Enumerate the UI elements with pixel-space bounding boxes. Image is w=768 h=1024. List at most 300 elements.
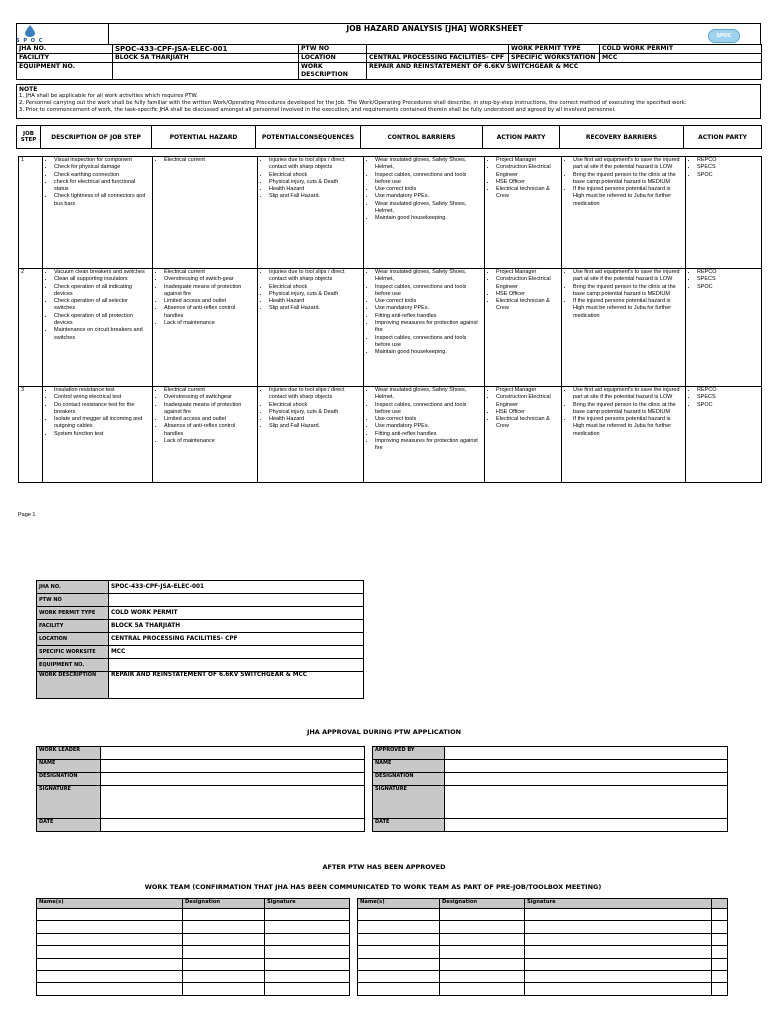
consequence-list xyxy=(260,157,361,201)
team-cell[interactable] xyxy=(525,983,712,995)
list-item: • Clean all supporting insulators xyxy=(54,276,150,283)
list-item: • Electrical shock xyxy=(269,172,361,179)
list-item: • Do contact resistance test for the breakers xyxy=(54,402,150,417)
list-item: • REPCO xyxy=(697,387,759,394)
summary-label: EQUIPMENT NO. xyxy=(37,659,109,672)
list-item: • HSE Officer xyxy=(496,409,559,416)
team-cell[interactable] xyxy=(183,946,265,958)
team-cell[interactable] xyxy=(525,958,712,970)
list-item: • Check tightness of all connectors and bus bars xyxy=(54,193,150,208)
list-item: • Injuries due to tool slips / direct contact with sharp objects xyxy=(269,269,361,284)
team-cell[interactable] xyxy=(265,958,350,970)
team-cell[interactable] xyxy=(358,933,440,945)
team-cell[interactable] xyxy=(358,946,440,958)
list-item: • Lack of maintenance xyxy=(164,320,255,327)
list-item: • Isolate and megger all incoming and outgoing cables xyxy=(54,416,150,431)
list-item: • REPCO xyxy=(697,269,759,276)
hazard-list xyxy=(155,269,255,327)
team-header-cell: Designation xyxy=(440,899,525,909)
list-item: • Use mandatory PPEs. xyxy=(375,193,482,200)
control-cell xyxy=(364,157,485,269)
list-item: • Electrical shock xyxy=(269,402,361,409)
list-item: • Absence of anti-reflex control handles xyxy=(164,305,255,320)
list-item: • Injuries due to tool slips / direct contact with sharp objects xyxy=(269,387,361,402)
col-consequences: POTENTIALCONSEQUENCES xyxy=(256,126,361,149)
approval-field[interactable] xyxy=(445,760,728,773)
team-cell[interactable] xyxy=(440,933,525,945)
job-step-cell: 2 xyxy=(19,269,43,387)
team-cell[interactable] xyxy=(265,921,350,933)
action-party-list xyxy=(487,387,559,431)
team-header-cell xyxy=(712,899,728,909)
facility-label: FACILITY xyxy=(17,54,113,63)
summary-value: COLD WORK PERMIT xyxy=(109,607,364,620)
team-cell[interactable] xyxy=(183,909,265,921)
list-item: • Electrical current xyxy=(164,387,255,394)
list-item: • Maintain good housekeeping. xyxy=(375,349,482,356)
list-item: • Electrical shock xyxy=(269,284,361,291)
list-item: • Overstressing of switch-gear xyxy=(164,276,255,283)
list-item: • Wear insulated gloves, Safety Shoes, Helmet, xyxy=(375,201,482,216)
ptw-no-value xyxy=(367,45,509,54)
list-item: • Construction Electrical Engineer xyxy=(496,394,559,409)
equipment-value xyxy=(113,63,299,80)
team-cell[interactable] xyxy=(525,921,712,933)
team-cell[interactable] xyxy=(712,921,728,933)
team-row xyxy=(358,970,728,982)
team-row xyxy=(37,983,350,995)
team-cell[interactable] xyxy=(37,958,183,970)
summary-row xyxy=(37,633,364,646)
col-action-party-2: ACTION PARTY xyxy=(684,126,762,149)
col-hazard: POTENTIAL HAZARD xyxy=(152,126,256,149)
permit-type-label: WORK PERMIT TYPE xyxy=(509,45,600,54)
summary-label: WORK DESCRIPTION xyxy=(37,672,109,699)
note-line-3: 3. Prior to commencement of work, the task-specific JHA shall be discussed amongst all personnel involved in the execution; and requirements contained therein shall be fully understood and agreed by all involved personnel. xyxy=(19,107,616,113)
ptw-no-label: PTW NO xyxy=(299,45,367,54)
list-item: • Maintain good housekeeping. xyxy=(375,215,482,222)
summary-value: REPAIR AND REINSTATEMENT OF 6.6KV SWITCHGEAR & MCC xyxy=(109,672,364,699)
approval-row xyxy=(37,747,365,760)
approval-row xyxy=(373,786,728,819)
team-cell[interactable] xyxy=(440,983,525,995)
approval-label: SIGNATURE xyxy=(373,786,445,819)
list-item: • Bring the injured person to the clinic at the base camp potential hazard is MEDIUM xyxy=(573,284,683,299)
control-cell xyxy=(364,269,485,387)
recovery-cell xyxy=(562,387,686,483)
approval-field[interactable] xyxy=(101,760,365,773)
list-item: • HSE Officer xyxy=(496,291,559,298)
approval-field[interactable] xyxy=(101,747,365,760)
description-cell xyxy=(43,269,153,387)
list-item: • SPOC xyxy=(697,172,759,179)
table-row xyxy=(19,269,762,387)
summary-row xyxy=(37,672,364,699)
action-party-list xyxy=(487,157,559,201)
team-row xyxy=(37,970,350,982)
team-cell[interactable] xyxy=(183,933,265,945)
team-cell[interactable] xyxy=(712,946,728,958)
table-row xyxy=(19,387,762,483)
list-item: • Wear insulated gloves, Safety Shoes, Helmet, xyxy=(375,157,482,172)
action-party-2-list xyxy=(688,157,759,179)
team-cell[interactable] xyxy=(712,909,728,921)
team-cell[interactable] xyxy=(440,909,525,921)
team-cell[interactable] xyxy=(183,983,265,995)
approval-label: DATE xyxy=(373,819,445,832)
approval-label: DATE xyxy=(37,819,101,832)
action-party-cell xyxy=(485,387,562,483)
team-cell[interactable] xyxy=(265,970,350,982)
action-party-list xyxy=(487,269,559,313)
hazard-cell xyxy=(153,157,258,269)
team-row xyxy=(37,946,350,958)
team-cell[interactable] xyxy=(37,921,183,933)
list-item: • Use mandatory PPEs. xyxy=(375,423,482,430)
team-cell[interactable] xyxy=(440,958,525,970)
list-item: • Use first aid equipment's to save the injured part at site if the potential hazard is LOW xyxy=(573,269,683,284)
summary-row xyxy=(37,620,364,633)
summary-value: SPOC-433-CPF-JSA-ELEC-001 xyxy=(109,581,364,594)
list-item: • Check operation of all protection devices xyxy=(54,313,150,328)
list-item: • Bring the injured person to the clinic at the base camp potential hazard is MEDIUM xyxy=(573,402,683,417)
team-cell[interactable] xyxy=(358,958,440,970)
approval-title: JHA APPROVAL DURING PTW APPLICATION xyxy=(306,728,462,736)
team-cell[interactable] xyxy=(440,921,525,933)
col-description: DESCRIPTION OF JOB STEP xyxy=(41,126,152,149)
list-item: • Physical injury, cuts & Death xyxy=(269,179,361,186)
list-item: • Electrical current xyxy=(164,157,255,164)
action-party-cell xyxy=(485,157,562,269)
spoc-badge: SPOC xyxy=(708,29,740,43)
team-cell[interactable] xyxy=(358,909,440,921)
facility-value: BLOCK 5A THARJIATH xyxy=(113,54,299,63)
list-item: • Slip and Fall Hazard. xyxy=(269,423,361,430)
list-item: • Visual inspection for component xyxy=(54,157,150,164)
list-item: • Vacuum clean breakers and switches xyxy=(54,269,150,276)
list-item: • REPCO xyxy=(697,157,759,164)
team-cell[interactable] xyxy=(183,970,265,982)
team-title: WORK TEAM (CONFIRMATION THAT JHA HAS BEEN COMMUNICATED TO WORK TEAM AS PART OF PRE-JOB/TOOLBOX MEETING) xyxy=(144,883,602,891)
summary-label: LOCATION xyxy=(37,633,109,646)
workstation-value: MCC xyxy=(600,54,762,63)
control-list xyxy=(366,387,482,453)
approval-field[interactable] xyxy=(445,773,728,786)
approval-row xyxy=(37,786,365,819)
col-recovery: RECOVERY BARRIERS xyxy=(560,126,684,149)
team-row xyxy=(358,958,728,970)
note-line-2: 2. Personnel carrying out the work shall be fully familiar with the written Work/Operating Procedures developed for the Job. The Work/Operating Procedures shall describe, in step-by-step instructions, the correct method of executing the specified work. xyxy=(19,100,687,106)
team-cell[interactable] xyxy=(37,933,183,945)
approval-row xyxy=(37,773,365,786)
action-party-2-list xyxy=(688,269,759,291)
page-number: Page 1 xyxy=(18,512,36,518)
team-cell[interactable] xyxy=(358,970,440,982)
summary-label: JHA NO. xyxy=(37,581,109,594)
summary-row xyxy=(37,607,364,620)
team-cell[interactable] xyxy=(37,970,183,982)
list-item: • Project Manager xyxy=(496,269,559,276)
job-step-cell: 1 xyxy=(19,157,43,269)
team-cell[interactable] xyxy=(525,909,712,921)
team-cell[interactable] xyxy=(265,946,350,958)
note-title: NOTE xyxy=(19,86,38,93)
team-header-cell: Name(s) xyxy=(358,899,440,909)
team-row xyxy=(37,909,350,921)
list-item: • Project Manager xyxy=(496,157,559,164)
approval-field[interactable] xyxy=(445,819,728,832)
summary-value: CENTRAL PROCESSING FACILITIES- CPF xyxy=(109,633,364,646)
list-item: • Injuries due to tool slips / direct contact with sharp objects xyxy=(269,157,361,172)
summary-label: SPECIFIC WORKSITE xyxy=(37,646,109,659)
approval-label: SIGNATURE xyxy=(37,786,101,819)
list-item: • SPOC xyxy=(697,402,759,409)
list-item: • Limited access and outlet xyxy=(164,416,255,423)
list-item: • Electrical technician & Crew xyxy=(496,416,559,431)
recovery-list xyxy=(564,387,683,438)
team-cell[interactable] xyxy=(265,909,350,921)
list-item: • Use first aid equipment's to save the injured part at site if the potential hazard is LOW xyxy=(573,157,683,172)
recovery-cell xyxy=(562,269,686,387)
list-item: • SPECS xyxy=(697,164,759,171)
work-desc-value: REPAIR AND REINSTATEMENT OF 6.6KV SWITCHGEAR & MCC xyxy=(367,63,762,80)
list-item: • Electrical technician & Crew xyxy=(496,298,559,313)
list-item: • Insulation resistance test xyxy=(54,387,150,394)
list-item: • Electrical technician & Crew xyxy=(496,186,559,201)
summary-value xyxy=(109,594,364,607)
workstation-label: SPECIFIC WORKSTATION xyxy=(509,54,600,63)
list-item: • SPECS xyxy=(697,276,759,283)
hazard-list xyxy=(155,157,255,164)
hazard-list xyxy=(155,387,255,445)
list-item: • Health Hazard xyxy=(269,416,361,423)
list-item: • Inspect cables, connections and tools before use xyxy=(375,284,482,299)
team-header-cell: Signature xyxy=(265,899,350,909)
team-cell[interactable] xyxy=(440,970,525,982)
list-item: • Absence of anti-reflex control handles xyxy=(164,423,255,438)
jha-no-value: SPOC-433-CPF-JSA-ELEC-001 xyxy=(113,45,299,54)
list-item: • Use correct tools xyxy=(375,416,482,423)
jha-no-label: JHA NO. xyxy=(17,45,113,54)
approval-label: APPROVED BY xyxy=(373,747,445,760)
team-cell[interactable] xyxy=(525,933,712,945)
approval-field[interactable] xyxy=(445,747,728,760)
team-cell[interactable] xyxy=(37,946,183,958)
approval-row xyxy=(373,819,728,832)
team-header-cell: Name(s) xyxy=(37,899,183,909)
list-item: • Inadequate means of protection against fire xyxy=(164,402,255,417)
summary-table xyxy=(36,580,364,699)
list-item: • Slip and Fall Hazard. xyxy=(269,305,361,312)
summary-row xyxy=(37,581,364,594)
list-item: • Health Hazard xyxy=(269,298,361,305)
team-row xyxy=(37,958,350,970)
action-party-2-cell xyxy=(686,269,762,387)
note-line-1: 1. JHA shall be applicable for all work activities which requires PTW. xyxy=(19,93,198,99)
control-list xyxy=(366,157,482,223)
consequence-cell xyxy=(258,269,364,387)
control-cell xyxy=(364,387,485,483)
logo-text: S P O C xyxy=(16,38,44,44)
list-item: • Physical injury, cuts & Death xyxy=(269,291,361,298)
approval-row xyxy=(37,760,365,773)
list-item: • Inspect cables, connections and tools before use xyxy=(375,172,482,187)
list-item: • Use first aid equipment's to save the injured part at site if the potential hazard is LOW xyxy=(573,387,683,402)
hazard-cell xyxy=(153,269,258,387)
team-cell[interactable] xyxy=(525,946,712,958)
location-value: CENTRAL PROCESSING FACILITIES- CPF xyxy=(367,54,509,63)
team-cell[interactable] xyxy=(712,933,728,945)
description-cell xyxy=(43,387,153,483)
approval-row xyxy=(373,773,728,786)
list-item: • Check for physical damage xyxy=(54,164,150,171)
description-list xyxy=(45,157,150,208)
team-row xyxy=(358,983,728,995)
team-cell[interactable] xyxy=(37,983,183,995)
approval-field[interactable] xyxy=(101,773,365,786)
recovery-list xyxy=(564,269,683,320)
list-item: • Limited access and outlet xyxy=(164,298,255,305)
team-cell[interactable] xyxy=(183,921,265,933)
page-title: JOB HAZARD ANALYSIS [JHA] WORKSHEET xyxy=(346,24,523,33)
summary-row xyxy=(37,594,364,607)
list-item: • Use correct tools xyxy=(375,298,482,305)
permit-type-value: COLD WORK PERMIT xyxy=(600,45,762,54)
list-item: • Inadequate means of protection against fire xyxy=(164,284,255,299)
approval-row xyxy=(373,760,728,773)
list-item: • Inspect cables, connections and tools before use xyxy=(375,402,482,417)
list-item: • If the injured persons potential hazard is High must be referred to Juba for further medication xyxy=(573,298,683,320)
list-item: • Health Hazard xyxy=(269,186,361,193)
team-cell[interactable] xyxy=(525,970,712,982)
team-cell[interactable] xyxy=(358,983,440,995)
list-item: • Use correct tools xyxy=(375,186,482,193)
consequence-list xyxy=(260,269,361,313)
list-item: • Bring the injured person to the clinic at the base camp potential hazard is MEDIUM xyxy=(573,172,683,187)
summary-value xyxy=(109,659,364,672)
team-right-table xyxy=(357,898,728,996)
approval-row xyxy=(373,747,728,760)
list-item: • If the injured persons potential hazard is High must be referred to Juba for further medication xyxy=(573,186,683,208)
after-title: AFTER PTW HAS BEEN APPROVED xyxy=(322,863,446,871)
list-item: • Control wiring electrical test xyxy=(54,394,150,401)
team-cell[interactable] xyxy=(183,958,265,970)
note-box xyxy=(16,84,761,119)
description-list xyxy=(45,269,150,342)
consequence-cell xyxy=(258,157,364,269)
summary-label: PTW NO xyxy=(37,594,109,607)
team-row xyxy=(37,921,350,933)
list-item: • Check operation of all indicating devices xyxy=(54,284,150,299)
approval-label: DESIGNATION xyxy=(37,773,101,786)
approval-field[interactable] xyxy=(445,786,728,819)
approval-right-table xyxy=(372,746,728,832)
action-party-2-cell xyxy=(686,387,762,483)
action-party-2-cell xyxy=(686,157,762,269)
job-step-cell: 3 xyxy=(19,387,43,483)
list-item: • Improving measures for protection against fire xyxy=(375,438,482,453)
summary-value: MCC xyxy=(109,646,364,659)
location-label: LOCATION xyxy=(299,54,367,63)
team-row xyxy=(358,921,728,933)
recovery-list xyxy=(564,157,683,208)
team-header-cell: Signature xyxy=(525,899,712,909)
list-item: • Electrical current xyxy=(164,269,255,276)
approval-label: DESIGNATION xyxy=(373,773,445,786)
team-cell[interactable] xyxy=(712,970,728,982)
list-item: • check for electrical and functional status xyxy=(54,179,150,194)
approval-label: NAME xyxy=(37,760,101,773)
jha-table xyxy=(18,156,762,483)
work-desc-label: WORK DESCRIPTION xyxy=(299,63,367,80)
consequence-list xyxy=(260,387,361,431)
recovery-cell xyxy=(562,157,686,269)
team-cell[interactable] xyxy=(265,933,350,945)
action-party-2-list xyxy=(688,387,759,409)
list-item: • HSE Officer xyxy=(496,179,559,186)
team-header-cell: Designation xyxy=(183,899,265,909)
team-cell[interactable] xyxy=(265,983,350,995)
list-item: • Fitting anti-reflex handles xyxy=(375,313,482,320)
header-table xyxy=(16,44,762,80)
summary-value: BLOCK 5A THARJIATH xyxy=(109,620,364,633)
hazard-cell xyxy=(153,387,258,483)
approval-field[interactable] xyxy=(101,786,365,819)
list-item: • Project Manager xyxy=(496,387,559,394)
list-item: • Check operation of all selector switches xyxy=(54,298,150,313)
team-cell[interactable] xyxy=(712,983,728,995)
description-list xyxy=(45,387,150,438)
team-header-row xyxy=(37,899,350,909)
list-item: • Wear insulated gloves, Safety Shoes, Helmet, xyxy=(375,387,482,402)
summary-row xyxy=(37,659,364,672)
approval-row xyxy=(37,819,365,832)
list-item: • Lack of maintenance xyxy=(164,438,255,445)
table-row xyxy=(19,157,762,269)
list-item: • Overstressing of switchgear xyxy=(164,394,255,401)
list-item: • If the injured persons potential hazard is High must be referred to Juba for further medication xyxy=(573,416,683,438)
list-item: • Construction Electrical Engineer xyxy=(496,276,559,291)
team-row xyxy=(37,933,350,945)
team-row xyxy=(358,946,728,958)
column-header-row xyxy=(16,125,762,149)
list-item: • System function test xyxy=(54,431,150,438)
list-item: • Slip and Fall Hazard. xyxy=(269,193,361,200)
control-list xyxy=(366,269,482,357)
team-row xyxy=(358,909,728,921)
col-action-party: ACTION PARTY xyxy=(483,126,560,149)
team-cell[interactable] xyxy=(37,909,183,921)
list-item: • Check earthing connection xyxy=(54,172,150,179)
team-left-table xyxy=(36,898,350,996)
list-item: • Fitting anti-reflex handles xyxy=(375,431,482,438)
summary-label: WORK PERMIT TYPE xyxy=(37,607,109,620)
approval-left-table xyxy=(36,746,365,832)
list-item: • SPECS xyxy=(697,394,759,401)
col-control: CONTROL BARRIERS xyxy=(361,126,483,149)
team-cell[interactable] xyxy=(358,921,440,933)
col-job-step: JOB STEP xyxy=(17,126,41,149)
consequence-cell xyxy=(258,387,364,483)
team-row xyxy=(358,933,728,945)
team-cell[interactable] xyxy=(712,958,728,970)
list-item: • SPOC xyxy=(697,284,759,291)
list-item: • Wear insulated gloves, Safety Shoes, Helmet, xyxy=(375,269,482,284)
approval-label: WORK LEADER xyxy=(37,747,101,760)
approval-label: NAME xyxy=(373,760,445,773)
team-cell[interactable] xyxy=(440,946,525,958)
approval-field[interactable] xyxy=(101,819,365,832)
